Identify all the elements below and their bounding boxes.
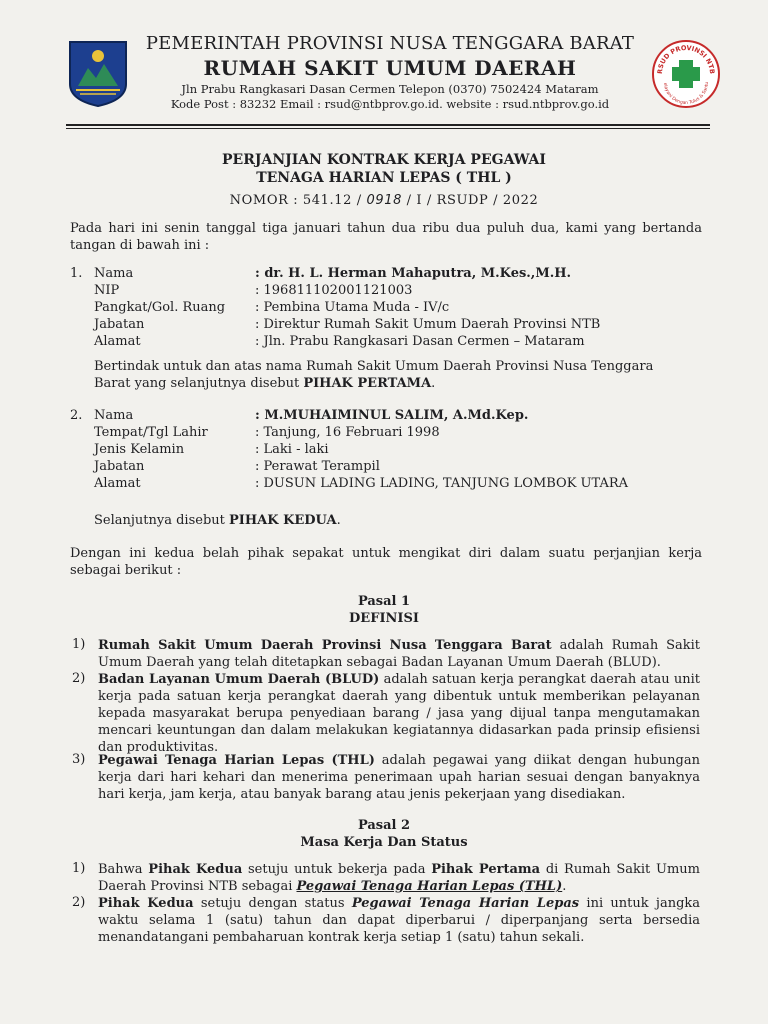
party1-value-name: : dr. H. L. Herman Mahaputra, M.Kes.,M.H.	[255, 266, 572, 281]
pihak-pertama-label: PIHAK PERTAMA	[303, 376, 432, 391]
pihak-kedua-label: PIHAK KEDUA	[229, 513, 337, 528]
party2-label-address: Alamat	[94, 476, 141, 491]
pasal1-item3: Pegawai Tenaga Harian Lepas (THL) adalah pegawai yang diikat dengan hubungan kerja dari hari kehari dan menerima penerimaan upah harian sesuai dengan banyaknya hari kerja, jam kerja, atau banyak barang atau jenis pekerjaan yang disediakan.	[98, 753, 700, 802]
document-number-prefix: NOMOR : 541.12 /	[229, 193, 362, 208]
party1-value-position: : Direktur Rumah Sakit Umum Daerah Provinsi NTB	[255, 317, 601, 332]
party1-statement-line-1: Bertindak untuk dan atas nama Rumah Sakit Umum Daerah Provinsi Nusa Tenggara	[94, 359, 654, 374]
party1-number: 1.	[70, 266, 83, 281]
party2-label-birth: Tempat/Tgl Lahir	[94, 425, 208, 440]
party2-value-gender: : Laki - laki	[255, 442, 329, 457]
intro-paragraph: Pada hari ini senin tanggal tiga januari tahun dua ribu dua puluh dua, kami yang bertanda tangan di bawah ini :	[70, 221, 702, 253]
party1-value-rank: : Pembina Utama Muda - IV/c	[255, 300, 450, 315]
agreement-intro: Dengan ini kedua belah pihak sepakat untuk mengikat diri dalam suatu perjanjian kerja sebagai berikut :	[70, 546, 702, 578]
party1-value-nip: : 196811102001121003	[255, 283, 413, 298]
party2-label-name: Nama	[94, 408, 134, 423]
party2-value-birth: : Tanjung, 16 Februari 1998	[255, 425, 440, 440]
document-number	[0, 193, 768, 208]
rsud-ntb-seal-icon	[650, 38, 722, 110]
pasal2-item1-number: 1)	[72, 861, 86, 876]
pasal2-item2-number: 2)	[72, 895, 86, 910]
party2-number: 2.	[70, 408, 83, 423]
party2-value-name: : M.MUHAIMINUL SALIM, A.Md.Kep.	[255, 408, 529, 423]
pasal2-item2: Pihak Kedua setuju dengan status Pegawai Tenaga Harian Lepas ini untuk jangka waktu selama 1 (satu) tahun dan dapat diperbarui / diperpanjang serta bersedia menandatangani pembaharuan kontrak kerja setiap 1 (satu) tahun sekali.	[98, 896, 701, 945]
pasal2-subheading: Masa Kerja Dan Status	[300, 835, 468, 850]
letterhead-rule-thick	[66, 124, 710, 126]
party2-label-position: Jabatan	[94, 459, 145, 474]
letterhead-rule-thin	[66, 128, 710, 129]
party2-value-address: : DUSUN LADING LADING, TANJUNG LOMBOK UTARA	[255, 476, 629, 491]
document-number-handwritten: 0918	[366, 193, 402, 208]
party1-label-address: Alamat	[94, 334, 141, 349]
ntb-province-emblem-icon	[66, 38, 130, 108]
letterhead-address-line-1: Jln Prabu Rangkasari Dasan Cermen Telepon (0370) 7502424 Mataram	[181, 82, 599, 96]
pasal1-item3-number: 3)	[72, 752, 86, 767]
letterhead-hospital-name: RUMAH SAKIT UMUM DAERAH	[203, 56, 577, 80]
pasal1-item1-number: 1)	[72, 637, 86, 652]
pasal2-item1: Bahwa Pihak Kedua setuju untuk bekerja pada Pihak Pertama di Rumah Sakit Umum Daerah Provinsi NTB sebagai Pegawai Tenaga Harian Lepas (THL).	[98, 862, 700, 894]
seal-bottom-text: elayani Dengan Tulus & Santu	[661, 81, 711, 107]
seal-top-text: RSUD PROVINSI NTB	[655, 43, 717, 75]
party1-label-position: Jabatan	[94, 317, 145, 332]
party1-value-address: : Jln. Prabu Rangkasari Dasan Cermen – Mataram	[255, 334, 585, 349]
party1-label-nip: NIP	[94, 283, 120, 298]
pasal1-subheading: DEFINISI	[349, 611, 419, 626]
document-title-line-1: PERJANJIAN KONTRAK KERJA PEGAWAI	[222, 152, 546, 168]
pasal2-heading: Pasal 2	[357, 818, 411, 833]
party2-statement: Selanjutnya disebut PIHAK KEDUA.	[94, 513, 341, 528]
document-number-suffix: / I / RSUDP / 2022	[406, 193, 539, 208]
party1-statement-line-2: Barat yang selanjutnya disebut PIHAK PERTAMA.	[94, 376, 436, 391]
pasal1-item1: Rumah Sakit Umum Daerah Provinsi Nusa Tenggara Barat adalah Rumah Sakit Umum Daerah yang telah ditetapkan sebagai Badan Layanan Umum Daerah (BLUD).	[98, 638, 700, 670]
pasal1-item2: Badan Layanan Umum Daerah (BLUD) adalah satuan kerja perangkat daerah atau unit kerja pada satuan kerja perangkat daerah yang dibentuk untuk memberikan pelayanan kepada masyarakat berupa penyediaan barang / jasa yang dijual tanpa mengutamakan mencari keuntungan dan dalam melakukan kegiatannya didasarkan pada prinsip efisiensi dan produktivitas.	[98, 672, 701, 755]
party2-label-gender: Jenis Kelamin	[94, 442, 185, 457]
party1-label-rank: Pangkat/Gol. Ruang	[94, 300, 226, 315]
letterhead-government: PEMERINTAH PROVINSI NUSA TENGGARA BARAT	[145, 33, 635, 54]
letterhead-address-line-2: Kode Post : 83232 Email : rsud@ntbprov.go.id. website : rsud.ntbprov.go.id	[170, 97, 610, 111]
pasal1-item2-number: 2)	[72, 671, 86, 686]
party1-label-name: Nama	[94, 266, 134, 281]
pasal1-heading: Pasal 1	[357, 594, 411, 609]
document-title-line-2: TENAGA HARIAN LEPAS ( THL )	[256, 170, 512, 186]
party2-value-position: : Perawat Terampil	[255, 459, 380, 474]
